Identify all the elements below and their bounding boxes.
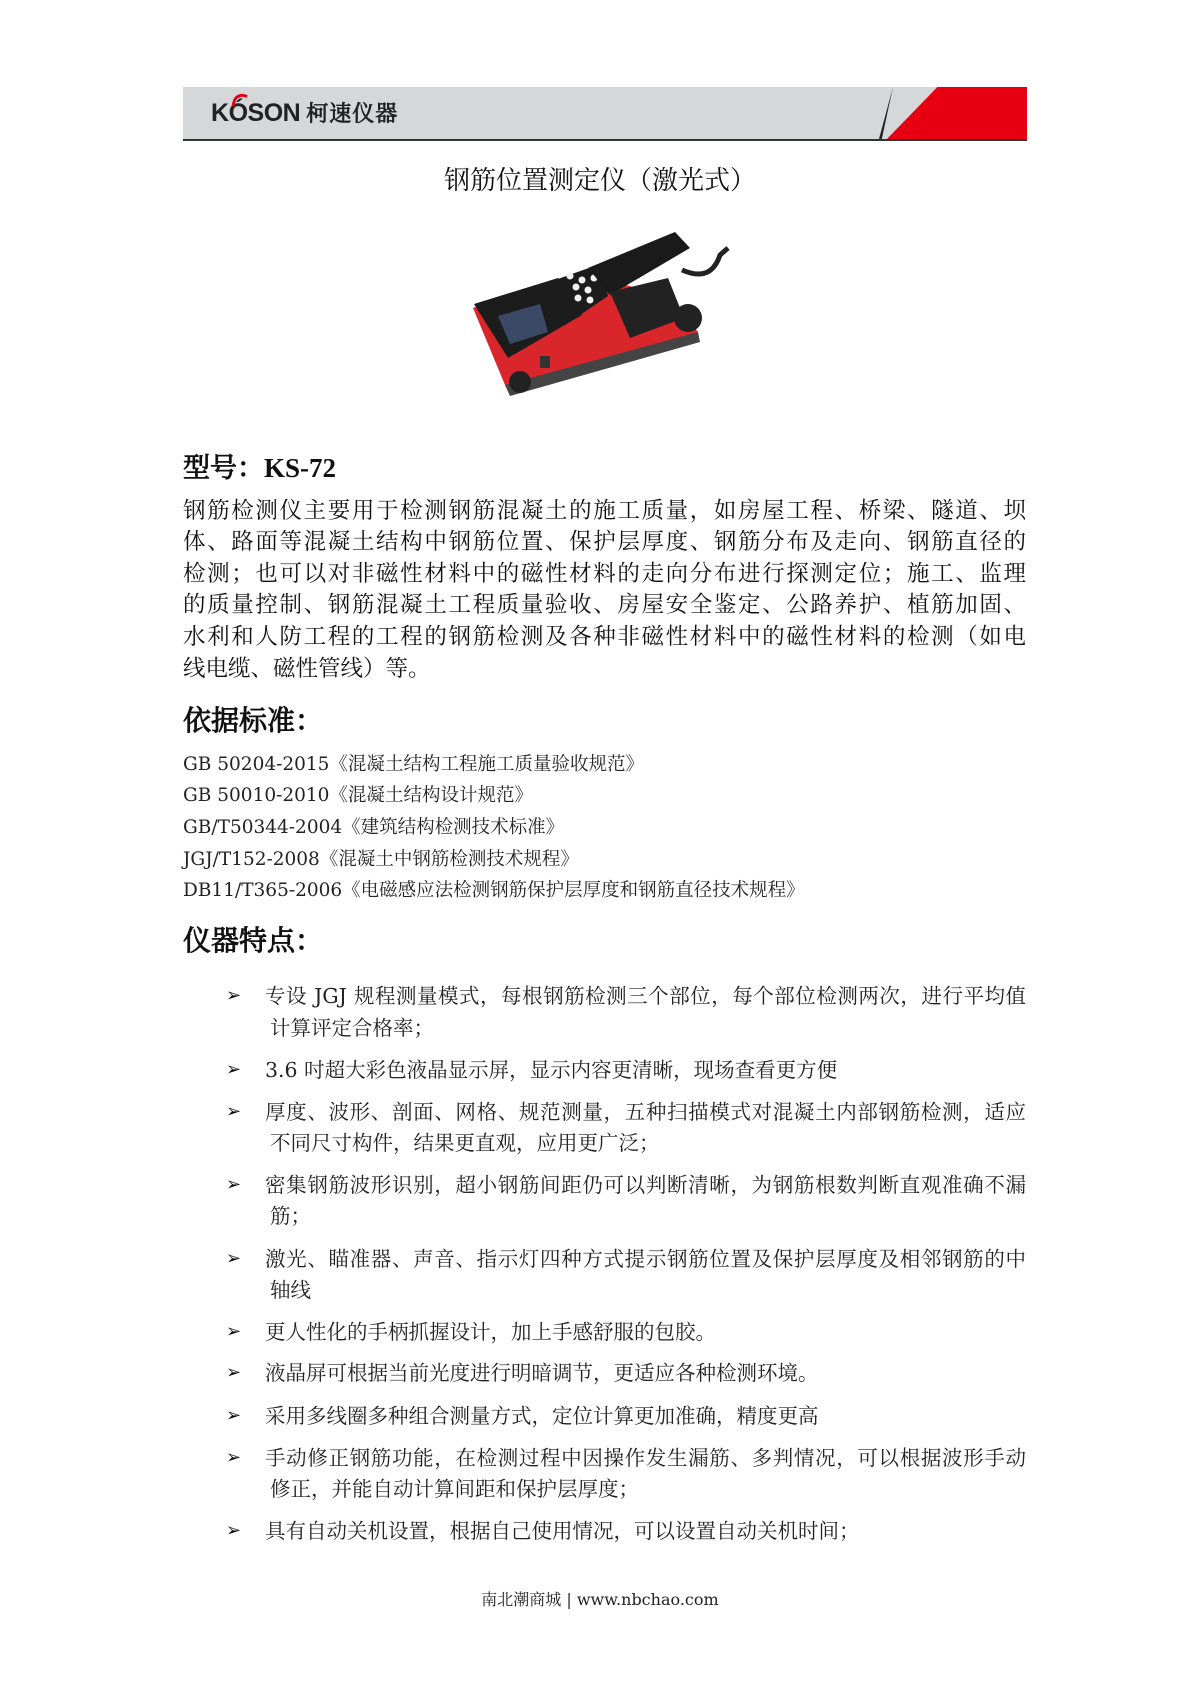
wheel-front: [509, 371, 531, 393]
arrowhead-bullet-icon: ➢: [226, 1248, 242, 1269]
intro-line: 检测；也可以对非磁性材料中的磁性材料的走向分布进行探测定位；施工、监理: [183, 561, 1026, 587]
arrowhead-bullet-icon: ➢: [226, 1101, 242, 1122]
standard-item: GB 50010-2010《混凝土结构设计规范》: [183, 785, 533, 806]
document-title: 钢筋位置测定仪（激光式）: [443, 166, 756, 196]
standard-item: DB11/T365-2006《电磁感应法检测钢筋保护层厚度和钢筋直径技术规程》: [183, 880, 805, 901]
feature-line: 不同尺寸构件，结果更直观，应用更广泛；: [270, 1131, 660, 1155]
model-label: 型号：: [183, 453, 264, 484]
intro-line: 的质量控制、钢筋混凝土工程质量验收、房屋安全鉴定、公路养护、植筋加固、: [183, 592, 1026, 618]
intro-line: 钢筋检测仪主要用于检测钢筋混凝土的施工质量，如房屋工程、桥梁、隧道、坝: [183, 498, 1026, 524]
banner-red-corner: [887, 87, 1027, 139]
banner-stripe: [879, 87, 893, 139]
feature-line: 计算评定合格率；: [270, 1016, 434, 1040]
features-heading: 仪器特点：: [183, 924, 324, 957]
arrowhead-bullet-icon: ➢: [226, 1447, 242, 1468]
standard-item: GB/T50344-2004《建筑结构检测技术标准》: [183, 817, 565, 838]
arrowhead-bullet-icon: ➢: [226, 1174, 242, 1195]
feature-line: 密集钢筋波形识别，超小钢筋间距仍可以判断清晰，为钢筋根数判断直观准确不漏: [265, 1173, 1026, 1197]
feature-line: 筋；: [270, 1204, 311, 1228]
feature-line: 手动修正钢筋功能，在检测过程中因操作发生漏筋、多判情况，可以根据波形手动: [265, 1446, 1026, 1470]
arrowhead-bullet-icon: ➢: [226, 985, 242, 1006]
wheel-back: [674, 304, 702, 332]
intro-line: 线电缆、磁性管线）等。: [183, 656, 431, 682]
feature-line: 更人性化的手柄抓握设计，加上手感舒服的包胶。: [265, 1320, 716, 1344]
model-value: KS-72: [264, 453, 337, 483]
feature-line: 激光、瞄准器、声音、指示灯四种方式提示钢筋位置及保护层厚度及相邻钢筋的中: [265, 1247, 1026, 1271]
power-switch: [540, 356, 550, 368]
feature-line: 轴线: [270, 1278, 311, 1302]
arrowhead-bullet-icon: ➢: [226, 1059, 242, 1080]
standard-item: JGJ/T152-2008《混凝土中钢筋检测技术规程》: [183, 849, 579, 870]
arrowhead-bullet-icon: ➢: [226, 1405, 242, 1426]
feature-line: 采用多线圈多种组合测量方式，定位计算更加准确，精度更高: [265, 1404, 819, 1428]
arrowhead-bullet-icon: ➢: [226, 1321, 242, 1342]
feature-line: 修正，并能自动计算间距和保护层厚度；: [270, 1477, 639, 1501]
feature-line: 厚度、波形、剖面、网格、规范测量，五种扫描模式对混凝土内部钢筋检测，适应: [265, 1100, 1026, 1124]
cable: [682, 248, 728, 274]
standards-heading: 依据标准：: [183, 704, 324, 737]
feature-line: 具有自动关机设置，根据自己使用情况，可以设置自动关机时间；: [265, 1519, 860, 1543]
logo-latin: KÓSON: [211, 99, 301, 127]
intro-line: 水利和人防工程的工程的钢筋检测及各种非磁性材料中的磁性材料的检测（如电: [183, 624, 1026, 650]
arrowhead-bullet-icon: ➢: [226, 1362, 242, 1383]
standard-item: GB 50204-2015《混凝土结构工程施工质量验收规范》: [183, 754, 644, 775]
model-number: [183, 446, 336, 485]
arrowhead-bullet-icon: ➢: [226, 1520, 242, 1541]
koson-logo: [211, 97, 398, 128]
product-image: [470, 220, 750, 410]
feature-line: 3.6 吋超大彩色液晶显示屏，显示内容更清晰，现场查看更方便: [265, 1058, 838, 1082]
intro-line: 体、路面等混凝土结构中钢筋位置、保护层厚度、钢筋分布及走向、钢筋直径的: [183, 529, 1026, 555]
feature-line: 专设 JGJ 规程测量模式，每根钢筋检测三个部位，每个部位检测两次，进行平均值: [265, 984, 1026, 1008]
footer-source: 南北潮商城 | www.nbchao.com: [481, 1590, 719, 1609]
feature-line: 液晶屏可根据当前光度进行明暗调节，更适应各种检测环境。: [265, 1361, 819, 1385]
logo-cn: 柯速仪器: [306, 102, 399, 127]
page-header-banner: [183, 87, 1027, 141]
